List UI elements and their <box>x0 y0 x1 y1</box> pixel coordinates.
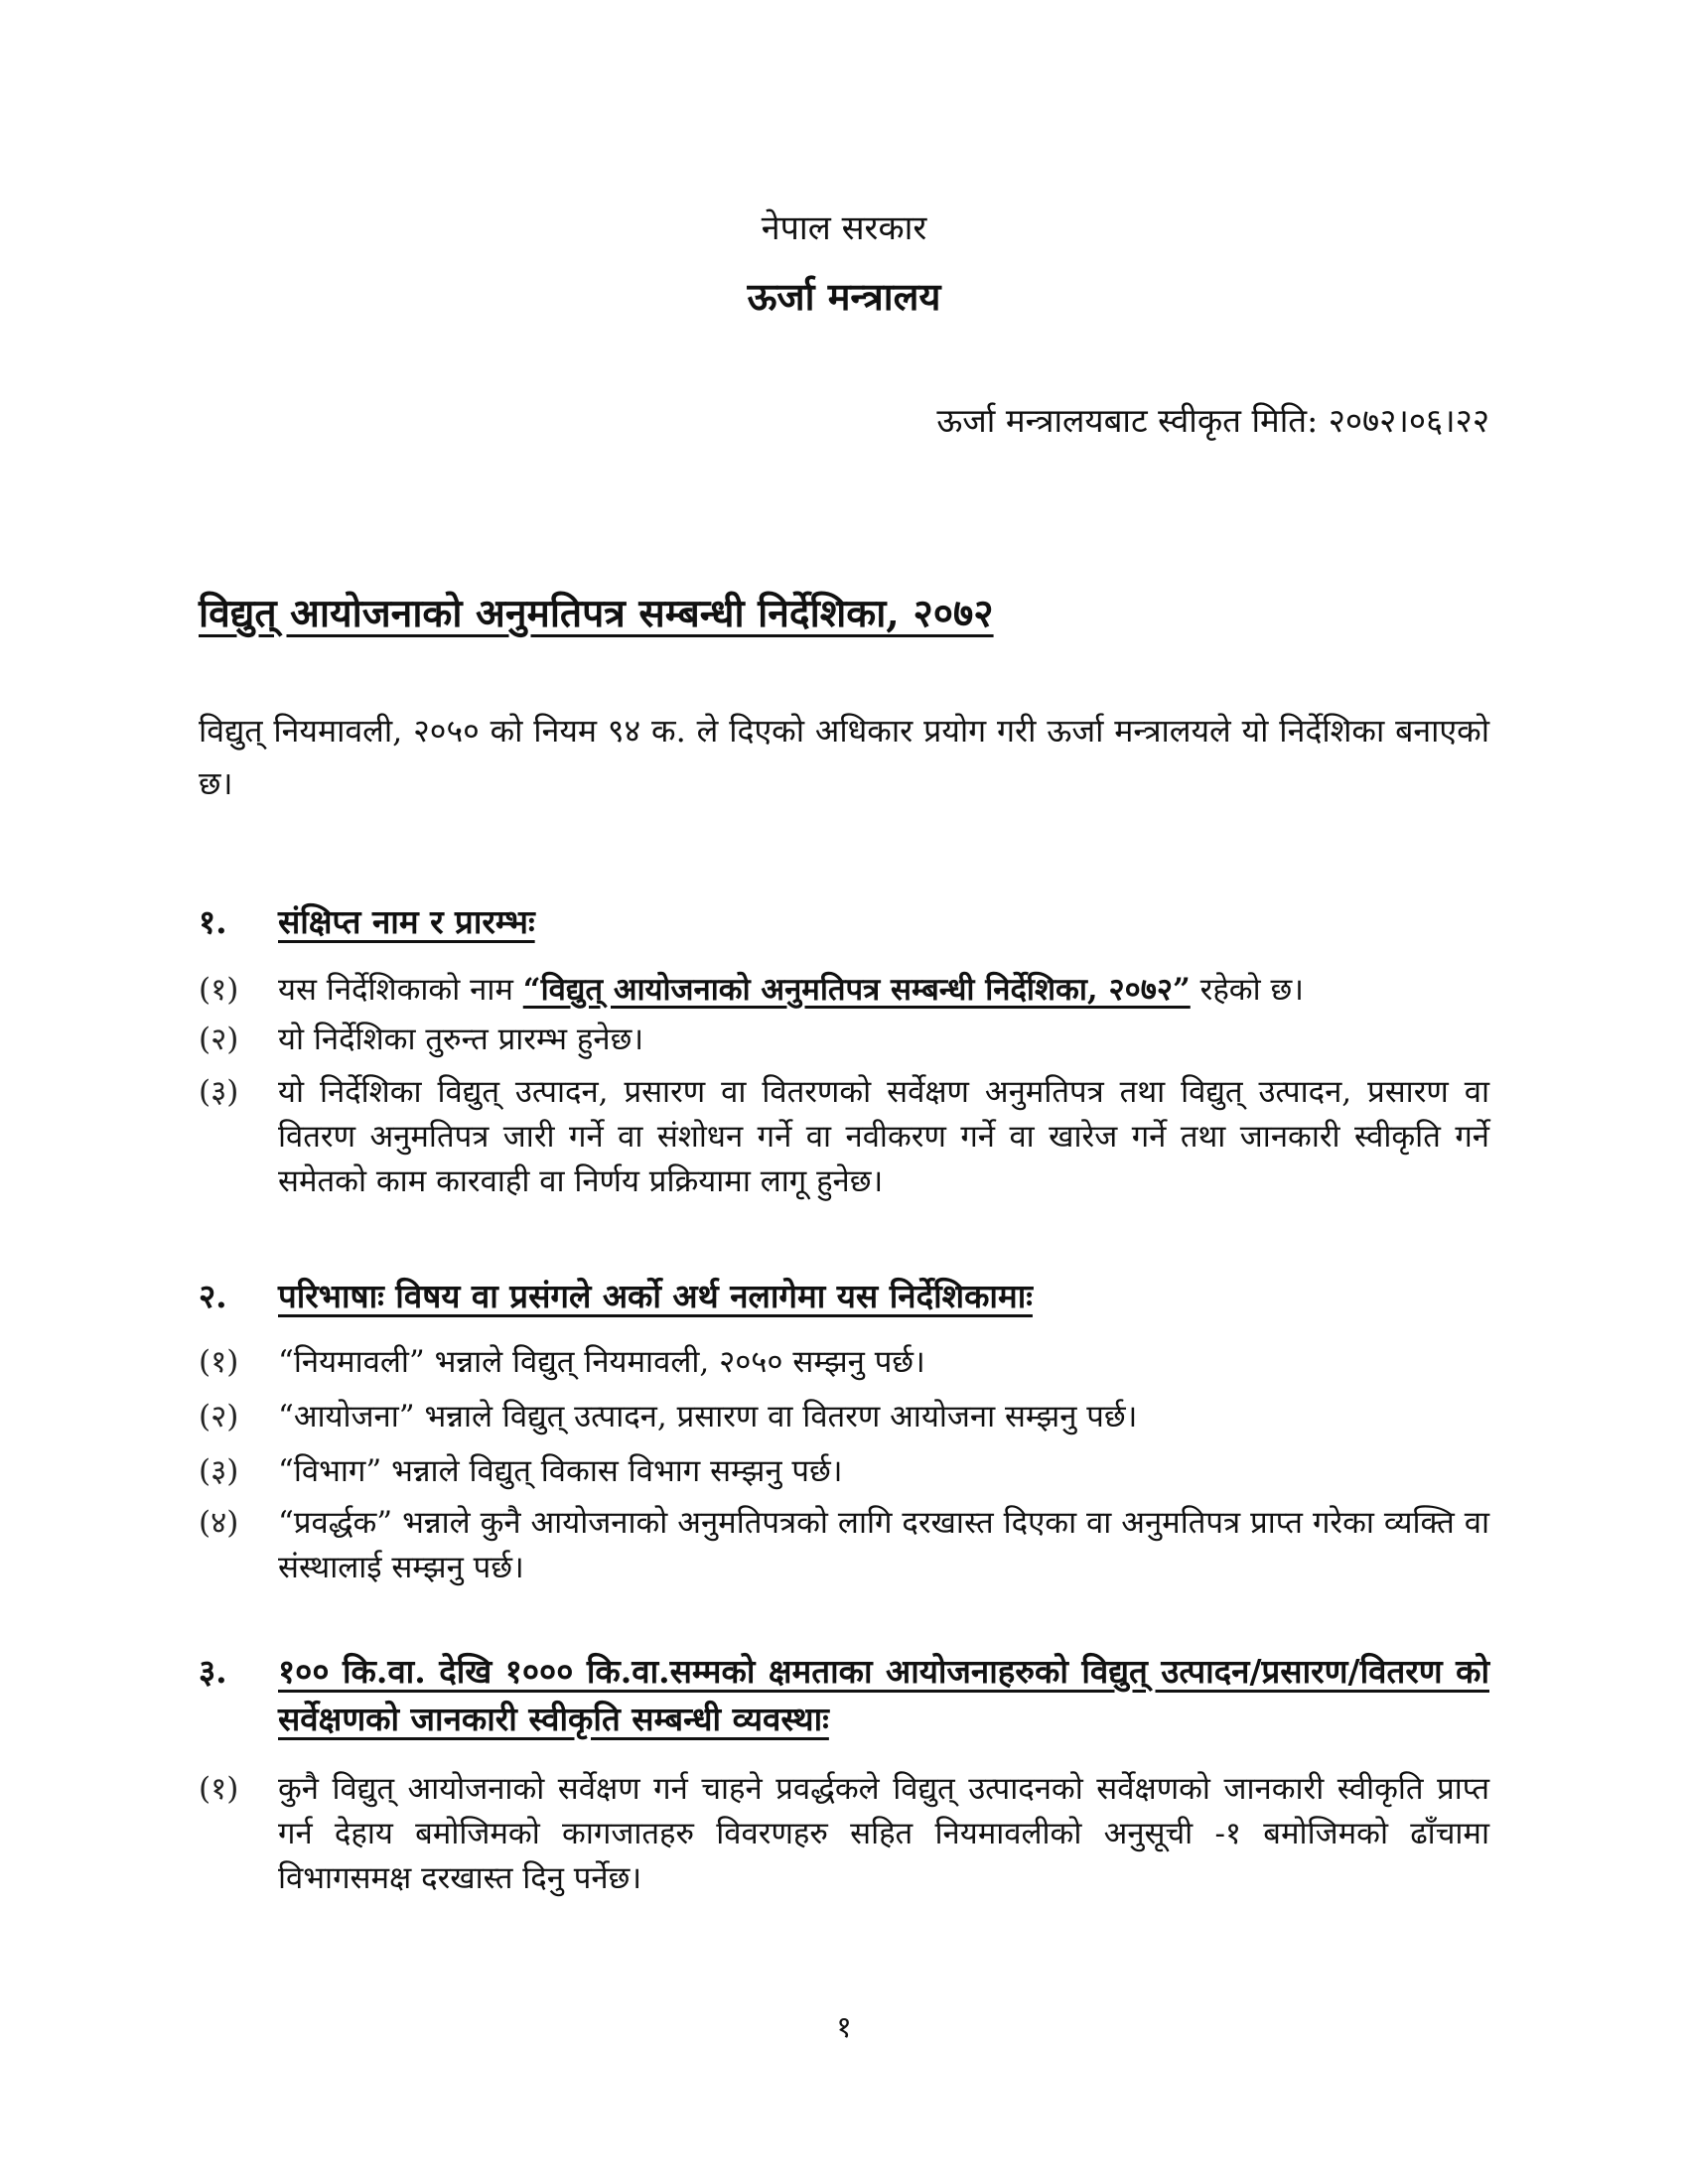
ministry-name: ऊर्जा मन्त्रालय <box>747 274 941 319</box>
government-name: नेपाल सरकार <box>761 208 927 248</box>
guideline-name-bold: “विद्युत् आयोजनाको अनुमतिपत्र सम्बन्धी निर्देशिका, २०७२” <box>522 972 1191 1008</box>
section-heading-text: संक्षिप्त नाम र प्रारम्भः <box>278 902 535 941</box>
clause-text: “विभाग” भन्नाले विद्युत् विकास विभाग सम्झनु पर्छ। <box>278 1453 843 1489</box>
preamble-paragraph: विद्युत् नियमावली, २०५० को नियम ९४ क. ले दिएको अधिकार प्रयोग गरी ऊर्जा मन्त्रालयले यो निर्देशिका बनाएको छ। <box>199 712 1489 802</box>
clause-number: (४) <box>199 1505 239 1541</box>
clause-text: “नियमावली” भन्नाले विद्युत् नियमावली, २०५० सम्झनु पर्छ। <box>278 1344 925 1380</box>
clause-number: (३) <box>199 1074 239 1110</box>
clause-text: यो निर्देशिका तुरुन्त प्रारम्भ हुनेछ। <box>278 1022 644 1057</box>
section-heading-1 <box>199 898 1489 946</box>
clause-number: (१) <box>199 1771 239 1807</box>
clause-text: यस निर्देशिकाको नाम “विद्युत् आयोजनाको अनुमतिपत्र सम्बन्धी निर्देशिका, २०७२” रहेको छ। <box>278 972 1304 1008</box>
clause-text: कुनै विद्युत् आयोजनाको सर्वेक्षण गर्न चाहने प्रवर्द्धकले विद्युत् उत्पादनको सर्वेक्षणको जानकारी स्वीकृति प्राप्त गर्न देहाय बमोजिमको कागजातहरु विवरणहरु सहित नियमावलीको अनुसूची -१ बमोजिमको ढाँचामा विभागसमक्ष दरखास्त दिनु पर्नेछ। <box>278 1771 1489 1896</box>
clause-number: (१) <box>199 1344 239 1380</box>
clause-2-4 <box>199 1501 1489 1590</box>
section-heading-text: परिभाषाः विषय वा प्रसंगले अर्को अर्थ नलागेमा यस निर्देशिकामाः <box>278 1277 1033 1315</box>
clause-text: “प्रवर्द्धक” भन्नाले कुनै आयोजनाको अनुमतिपत्रको लागि दरखास्त दिएका वा अनुमतिपत्र प्राप्त गरेका व्यक्ति वा संस्थालाई सम्झनु पर्छ। <box>278 1505 1489 1585</box>
clause-number: (२) <box>199 1399 239 1434</box>
clause-1-3 <box>199 1070 1489 1204</box>
section-heading-3 <box>199 1648 1489 1743</box>
clause-number: (१) <box>199 972 239 1008</box>
clause-number: (२) <box>199 1022 239 1057</box>
clause-3-1 <box>199 1767 1489 1901</box>
clause-1-1 <box>199 968 1489 1013</box>
page-number: १ <box>836 2010 852 2045</box>
section-number: १. <box>199 902 227 941</box>
section-number: ३. <box>199 1652 227 1691</box>
clause-2-3 <box>199 1449 1489 1494</box>
section-heading-text: १०० कि.वा. देखि १००० कि.वा.सम्मको क्षमताका आयोजनाहरुको विद्युत् उत्पादन/प्रसारण/वितरण को सर्वेक्षणको जानकारी स्वीकृति सम्बन्धी व्यवस्थाः <box>278 1652 1489 1738</box>
clause-2-2 <box>199 1395 1489 1439</box>
clause-text: “आयोजना” भन्नाले विद्युत् उत्पादन, प्रसारण वा वितरण आयोजना सम्झनु पर्छ। <box>278 1399 1138 1434</box>
document-title: विद्युत् आयोजनाको अनुमतिपत्र सम्बन्धी निर्देशिका, २०७२ <box>199 591 994 636</box>
approval-date: ऊर्जा मन्त्रालयबाट स्वीकृत मिति: २०७२।०६।२२ <box>936 401 1489 440</box>
section-number: २. <box>199 1277 227 1315</box>
section-heading-2 <box>199 1273 1489 1320</box>
clause-1-2 <box>199 1018 1489 1062</box>
clause-number: (३) <box>199 1453 239 1489</box>
clause-2-1 <box>199 1340 1489 1385</box>
clause-text: यो निर्देशिका विद्युत् उत्पादन, प्रसारण वा वितरणको सर्वेक्षण अनुमतिपत्र तथा विद्युत् उत्पादन, प्रसारण वा वितरण अनुमतिपत्र जारी गर्ने वा संशोधन गर्ने वा नवीकरण गर्ने वा खारेज गर्ने तथा जानकारी स्वीकृति गर्ने समेतको काम कारवाही वा निर्णय प्रक्रियामा लागू हुनेछ। <box>278 1074 1489 1199</box>
